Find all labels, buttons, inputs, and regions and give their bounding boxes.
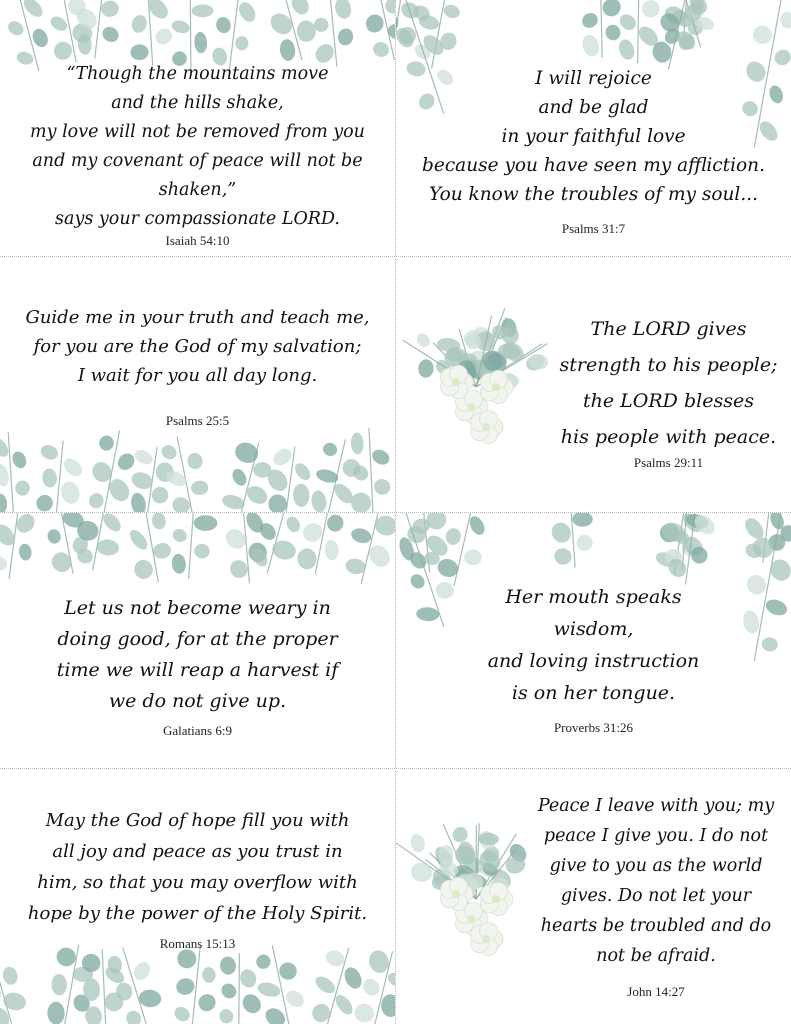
card-psalms-25-5 bbox=[0, 257, 395, 512]
verse-text: The LORD gives strength to his people; the LORD blesses his people with peace. bbox=[559, 318, 778, 448]
verse-reference: Romans 15:13 bbox=[159, 936, 236, 951]
card-galatians bbox=[0, 513, 395, 768]
card-proverbs bbox=[396, 513, 791, 768]
verse-text: Her mouth speaks wisdom, and loving instruction is on her tongue. bbox=[487, 586, 700, 704]
verse-reference: Galatians 6:9 bbox=[163, 723, 232, 738]
card-psalms-29-11 bbox=[396, 257, 791, 512]
verse-text: “Though the mountains move and the hills shake, my love will not be removed from you and my covenant of peace will not be shaken,” says your compassionate LORD. bbox=[30, 64, 365, 229]
cut-guide-horizontal bbox=[0, 768, 791, 769]
card-psalms-31-7 bbox=[396, 0, 791, 255]
verse-text: I will rejoice and be glad in your faithful love because you have seen my affliction. You know the troubles of my soul... bbox=[422, 68, 765, 205]
verse-text: Guide me in your truth and teach me, for you are the God of my salvation; I wait for you all day long. bbox=[25, 307, 370, 386]
verse-text: Let us not become weary in doing good, for at the proper time we will reap a harvest if we do not give up. bbox=[56, 597, 339, 712]
verse-reference: Psalms 25:5 bbox=[165, 413, 230, 428]
card-john bbox=[396, 769, 791, 1024]
cut-guide-horizontal bbox=[0, 512, 791, 513]
verse-text: May the God of hope fill you with all joy and peace as you trust in him, so that you may overflow with hope by the power of the Holy Spirit. bbox=[27, 810, 368, 924]
cut-guide-horizontal bbox=[0, 256, 791, 257]
verse-reference: Psalms 29:11 bbox=[633, 455, 704, 470]
verse-reference: Isaiah 54:10 bbox=[165, 233, 230, 248]
verse-reference: John 14:27 bbox=[627, 984, 685, 999]
verse-reference: Proverbs 31:26 bbox=[553, 720, 634, 735]
verse-reference: Psalms 31:7 bbox=[561, 221, 626, 236]
card-romans bbox=[0, 769, 395, 1024]
card-isaiah bbox=[0, 0, 395, 255]
verse-text: Peace I leave with you; my peace I give you. I do not give to you as the world gives. Do not let your hearts be troubled and do not be afraid. bbox=[537, 796, 775, 966]
